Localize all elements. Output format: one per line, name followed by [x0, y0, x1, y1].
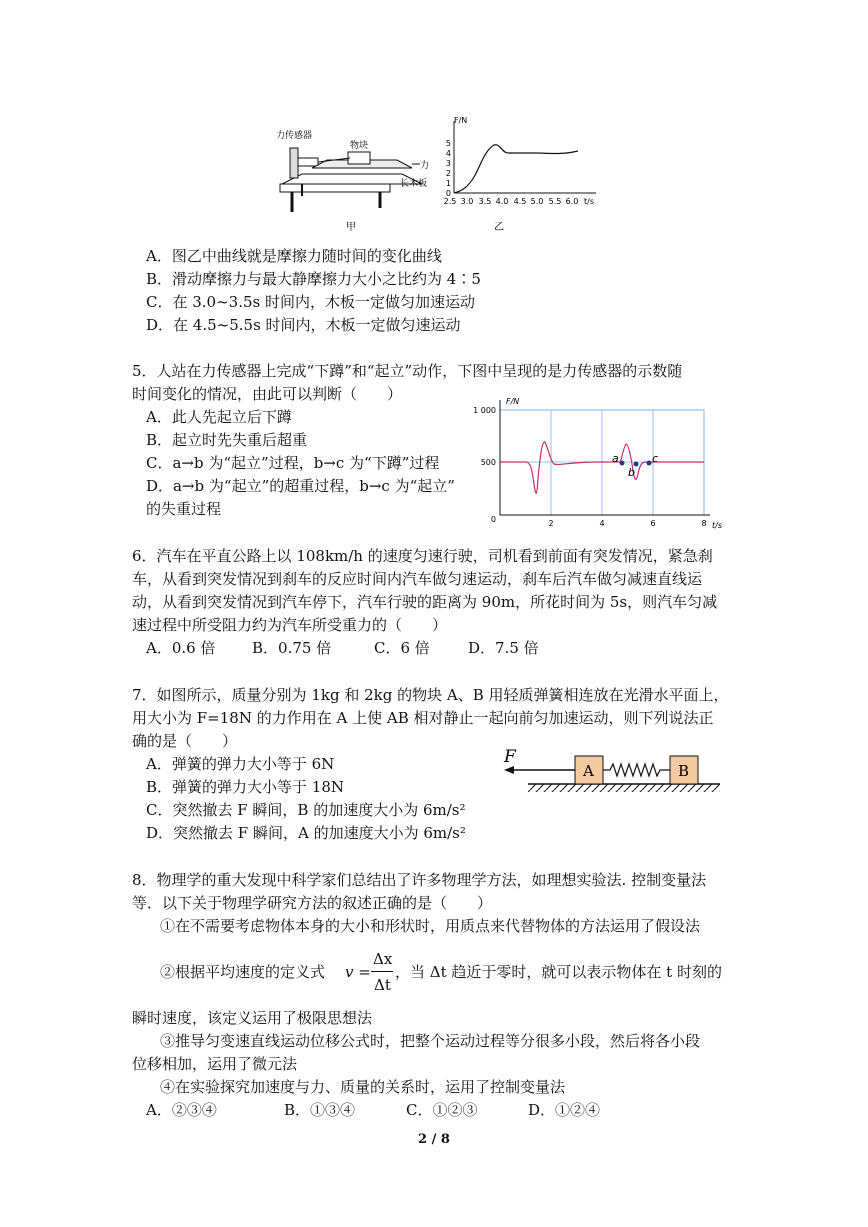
- q4-option-b: B．滑动摩擦力与最大静摩擦力大小之比约为 4∶5: [146, 270, 481, 288]
- q7-stem-3: 确的是（ ）: [132, 732, 238, 750]
- q7-stem-2: 用大小为 F=18N 的力作用在 A 上使 AB 相对静止一起向前匀加速运动，则下列说法正: [132, 709, 714, 727]
- q8-formula-lhs: v =: [345, 963, 371, 981]
- figure-spring-blocks: [498, 742, 726, 802]
- q8-item-2-post: ，当 Δt 趋近于零时，就可以表示物体在 t 时刻的: [395, 963, 722, 981]
- q8-item-3-1: ③推导匀变速直线运动位移公式时，把整个运动过程等分很多小段，然后将各小段: [160, 1032, 701, 1050]
- q7-option-a: A．弹簧的弹力大小等于 6N: [146, 755, 335, 773]
- q6-option-d: D．7.5 倍: [468, 639, 539, 657]
- y-tick: 3: [445, 159, 451, 168]
- y-tick: 5: [445, 139, 451, 148]
- q7-stem-1: 7．如图所示，质量分别为 1kg 和 2kg 的物块 A、B 用轻质弹簧相连放在光滑水平面上，: [132, 686, 729, 704]
- q6-option-a: A．0.6 倍: [146, 639, 216, 657]
- block-label: 物块: [350, 141, 369, 151]
- x-tick: 3.5: [478, 197, 492, 206]
- q4-option-c: C．在 3.0~3.5s 时间内，木板一定做匀加速运动: [146, 293, 475, 311]
- q5-option-c: C．a→b 为“起立”过程，b→c 为“下蹲”过程: [146, 454, 440, 472]
- label-b: b: [628, 466, 635, 479]
- force-label: 力: [420, 161, 430, 171]
- x-axis-label: t/s: [584, 197, 594, 206]
- force-curve: [454, 145, 578, 193]
- q8-option-b: B．①③④: [284, 1101, 356, 1119]
- q6-stem-4: 速过程中所受阻力约为汽车所受重力的（ ）: [132, 616, 448, 634]
- y-tick: 500: [480, 458, 496, 467]
- page-number: 2 / 8: [418, 1132, 450, 1147]
- q8-formula-num: Δx: [373, 950, 393, 968]
- force-f-label: F: [504, 747, 516, 767]
- block-b-label: B: [678, 762, 690, 780]
- x-tick: 4: [599, 519, 605, 528]
- fraction-bar: [371, 971, 393, 972]
- q5-stem-2: 时间变化的情况，由此可以判断（ ）: [132, 385, 403, 403]
- y-ticks: [446, 139, 451, 198]
- block-a-label: A: [583, 762, 594, 780]
- caption-yi: 乙: [494, 222, 504, 233]
- figure-apparatus: [272, 126, 440, 236]
- chart-ylabel: F/N: [506, 397, 520, 406]
- q7-option-d: D．突然撤去 F 瞬间，A 的加速度大小为 6m/s²: [146, 824, 466, 842]
- q7-option-c: C．突然撤去 F 瞬间，B 的加速度大小为 6m/s²: [146, 801, 466, 819]
- y-tick: 4: [445, 149, 451, 158]
- q8-item-4: ④在实验探究加速度与力、质量的关系时，运用了控制变量法: [160, 1078, 566, 1096]
- y-tick: 1: [445, 179, 451, 188]
- q5-option-d-cont: 的失重过程: [146, 500, 222, 518]
- x-tick: 6.0: [565, 197, 579, 206]
- q8-item-3-2: 位移相加，运用了微元法: [132, 1055, 298, 1073]
- q8-item-2-pre: ②根据平均速度的定义式: [160, 963, 326, 981]
- figure-sensor-chart: [470, 378, 738, 530]
- q5-option-d: D．a→b 为“起立”的超重过程，b→c 为“起立”: [146, 477, 455, 495]
- q5-option-b: B．起立时先失重后超重: [146, 431, 308, 449]
- q8-option-c: C．①②③: [406, 1101, 478, 1119]
- q6-stem-2: 车，从看到突发情况到刹车的反应时间内汽车做匀速运动，刹车后汽车做匀减速直线运: [132, 570, 703, 588]
- x-tick: 8: [701, 519, 707, 528]
- figure-force-time: [438, 115, 606, 235]
- q8-stem-2: 等．以下关于物理学研究方法的叙述正确的是（ ）: [132, 894, 493, 912]
- y-tick: 0: [490, 515, 496, 524]
- q6-stem-3: 动，从看到突发情况到汽车停下，汽车行驶的距离为 90m，所花时间为 5s，则汽车匀减: [132, 593, 718, 611]
- board-label: 长木板: [400, 179, 428, 189]
- x-tick: 2.5: [443, 197, 457, 206]
- q8-formula-den: Δt: [374, 976, 391, 994]
- caption-jia: 甲: [346, 222, 356, 233]
- q6-option-c: C．6 倍: [374, 639, 430, 657]
- q6-option-b: B．0.75 倍: [252, 639, 332, 657]
- y-tick: 1 000: [473, 406, 496, 415]
- q8-item-2-cont: 瞬时速度，该定义运用了极限思想法: [132, 1009, 373, 1027]
- point-c: [647, 461, 652, 466]
- q4-option-a: A．图乙中曲线就是摩擦力随时间的变化曲线: [146, 247, 442, 265]
- y-tick: 2: [445, 169, 451, 178]
- q8-stem-1: 8．物理学的重大发现中科学家们总结出了许多物理学方法，如理想实验法. 控制变量法: [132, 871, 707, 889]
- x-ticks: [444, 197, 579, 206]
- point-a: [620, 461, 625, 466]
- q7-option-b: B．弹簧的弹力大小等于 18N: [146, 778, 345, 796]
- q8-option-d: D．①②④: [528, 1101, 601, 1119]
- spring: [603, 764, 670, 776]
- q8-option-a: A．②③④: [146, 1101, 217, 1119]
- y-tick: 0: [445, 189, 451, 198]
- x-tick: 3.0: [460, 197, 474, 206]
- x-tick: 2: [548, 519, 554, 528]
- x-tick: 5.5: [548, 197, 562, 206]
- sensor-label: 力传感器: [276, 131, 313, 141]
- q5-option-a: A．此人先起立后下蹲: [146, 408, 292, 426]
- x-tick: 5.0: [530, 197, 544, 206]
- chart-xlabel: t/s: [712, 521, 722, 530]
- q4-option-d: D．在 4.5~5.5s 时间内，木板一定做匀速运动: [146, 316, 461, 334]
- x-tick: 4.5: [513, 197, 527, 206]
- label-c: c: [652, 452, 659, 465]
- y-axis-label: F/N: [454, 116, 468, 125]
- q6-stem-1: 6．汽车在平直公路上以 108km/h 的速度匀速行驶，司机看到前面有突发情况，紧急刹: [132, 547, 713, 565]
- x-tick: 4.0: [495, 197, 509, 206]
- x-tick: 6: [650, 519, 656, 528]
- q8-item-1: ①在不需要考虑物体本身的大小和形状时，用质点来代替物体的方法运用了假设法: [160, 917, 701, 935]
- q5-stem-1: 5．人站在力传感器上完成“下蹲”和“起立”动作，下图中呈现的是力传感器的示数随: [132, 362, 683, 380]
- label-a: a: [612, 452, 619, 465]
